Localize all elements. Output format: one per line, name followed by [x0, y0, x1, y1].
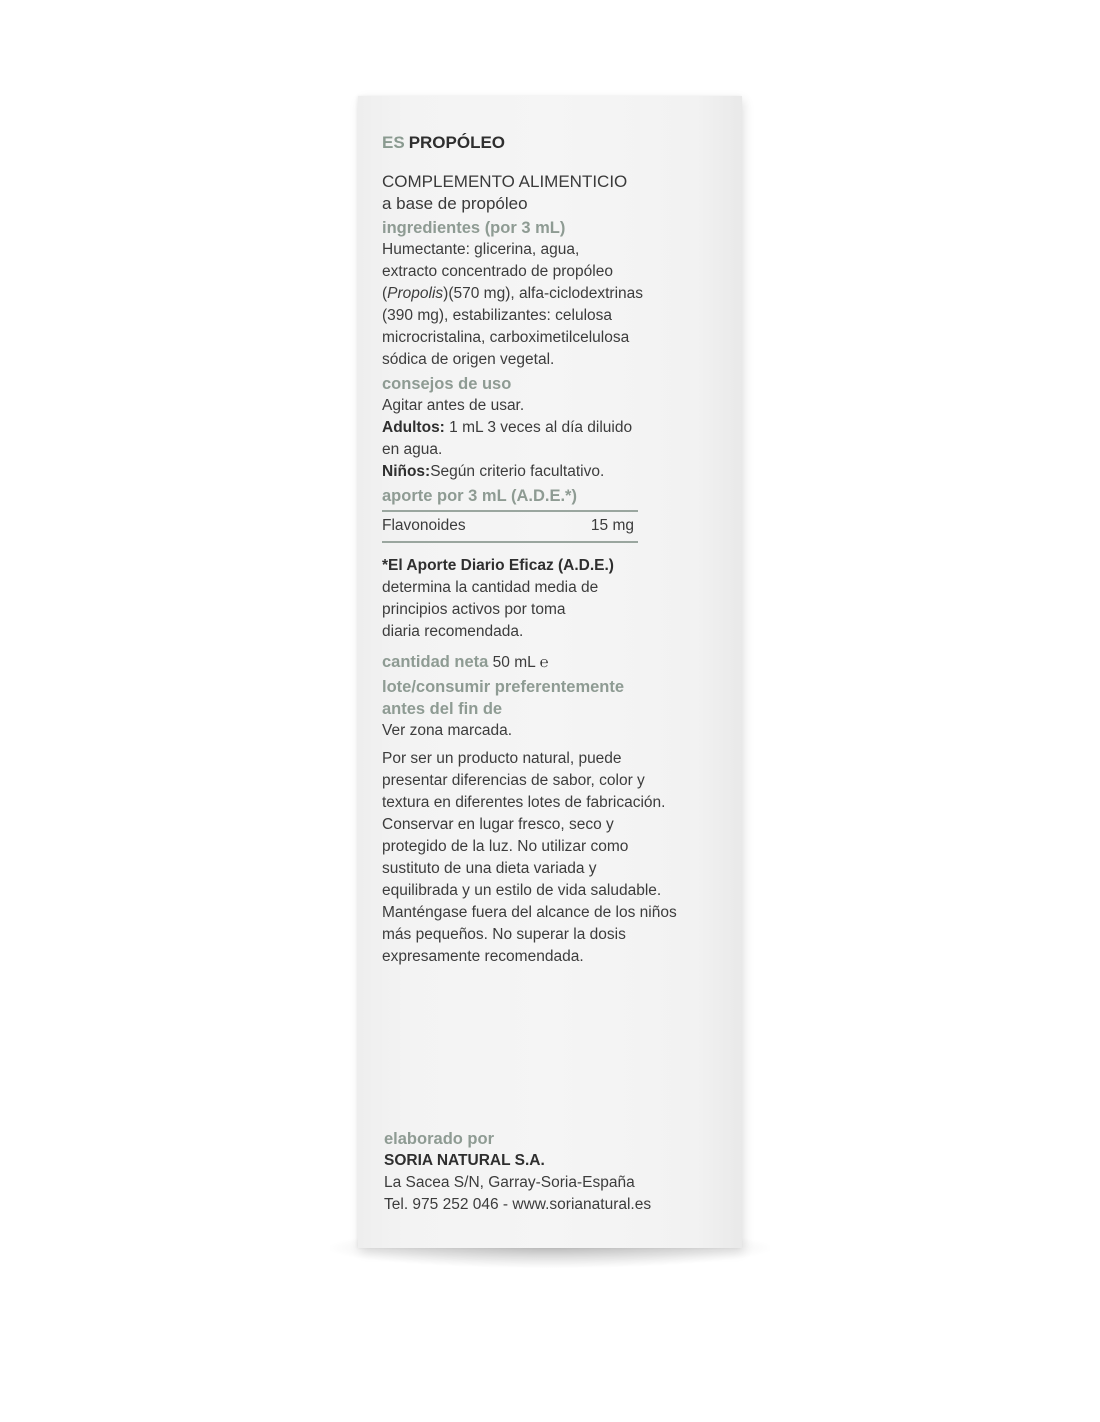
ingredients-line [382, 283, 732, 305]
ade-note-line: principios activos por toma [382, 601, 566, 618]
manufacturer-address: La Sacea S/N, Garray-Soria-España [384, 1174, 635, 1191]
children-label: Niños: [382, 463, 431, 480]
ingredients-title: ingredientes (por 3 mL) [382, 219, 566, 237]
usage-children [382, 461, 732, 483]
lot-title: lote/consumir preferentemente [382, 678, 625, 696]
disclaimer-line: equilibrada y un estilo de vida saludable. [382, 882, 662, 899]
nutrient-value: 15 mg [590, 517, 634, 534]
lot-title: antes del fin de [382, 700, 503, 718]
disclaimer-line: presentar diferencias de sabor, color y [382, 772, 645, 789]
manufacturer-contact: Tel. 975 252 046 - www.sorianatural.es [384, 1196, 652, 1213]
net-quantity-label: cantidad neta [382, 653, 489, 671]
disclaimer-line: expresamente recomendada. [382, 948, 584, 965]
divider [382, 541, 638, 543]
product-heading [382, 132, 732, 154]
table-row [382, 515, 634, 537]
ade-note-bold: *El Aporte Diario Eficaz (A.D.E.) [382, 557, 614, 574]
adults-text: 1 mL 3 veces al día diluido [444, 419, 633, 436]
ade-note-line: determina la cantidad media de [382, 579, 599, 596]
disclaimer-line: Conservar en lugar fresco, seco y [382, 816, 614, 833]
disclaimer-line: Por ser un producto natural, puede [382, 750, 622, 767]
product-name: PROPÓLEO [408, 133, 506, 152]
net-quantity-value: 50 mL [492, 654, 536, 671]
disclaimer-line: más pequeños. No superar la dosis [382, 926, 626, 943]
ade-note-line: diaria recomendada. [382, 623, 524, 640]
product-category: COMPLEMENTO ALIMENTICIO [382, 172, 628, 191]
divider [382, 510, 638, 512]
contribution-title: aporte por 3 mL (A.D.E.*) [382, 487, 577, 505]
manufacturer-title: elaborado por [384, 1130, 495, 1148]
usage-adults [382, 417, 732, 439]
disclaimer-line: sustituto de una dieta variada y [382, 860, 597, 877]
disclaimer-line: protegido de la luz. No utilizar como [382, 838, 629, 855]
nutrient-name: Flavonoides [382, 517, 466, 534]
disclaimer-line: Manténgase fuera del alcance de los niños [382, 904, 677, 921]
ingredients-line: extracto concentrado de propóleo [382, 263, 613, 280]
ingredients-line: Humectante: glicerina, agua, [382, 241, 580, 258]
manufacturer-block [384, 1128, 724, 1216]
children-text: Según criterio facultativo. [430, 463, 605, 480]
ingredients-latin-name: Propolis [387, 285, 444, 302]
estimated-sign-icon: ℮ [539, 654, 549, 671]
ingredients-paren: ( [382, 285, 388, 302]
product-base: a base de propóleo [382, 194, 528, 213]
manufacturer-name: SORIA NATURAL S.A. [384, 1152, 545, 1169]
ingredients-line-rest: )(570 mg), alfa-ciclodextrinas [443, 285, 644, 302]
ingredients-line: microcristalina, carboximetilcelulosa [382, 329, 630, 346]
language-code: ES [382, 133, 405, 152]
adults-label: Adultos: [382, 419, 445, 436]
lot-text: Ver zona marcada. [382, 722, 513, 739]
usage-line: Agitar antes de usar. [382, 397, 525, 414]
usage-title: consejos de uso [382, 375, 512, 393]
ade-note-title [382, 555, 732, 577]
product-box-side-panel [358, 96, 742, 1248]
disclaimer-line: textura en diferentes lotes de fabricación. [382, 794, 666, 811]
ingredients-line: sódica de origen vegetal. [382, 351, 555, 368]
usage-adults-cont: en agua. [382, 441, 443, 458]
label-content [382, 132, 732, 968]
ingredients-line: (390 mg), estabilizantes: celulosa [382, 307, 613, 324]
net-quantity [382, 651, 732, 674]
